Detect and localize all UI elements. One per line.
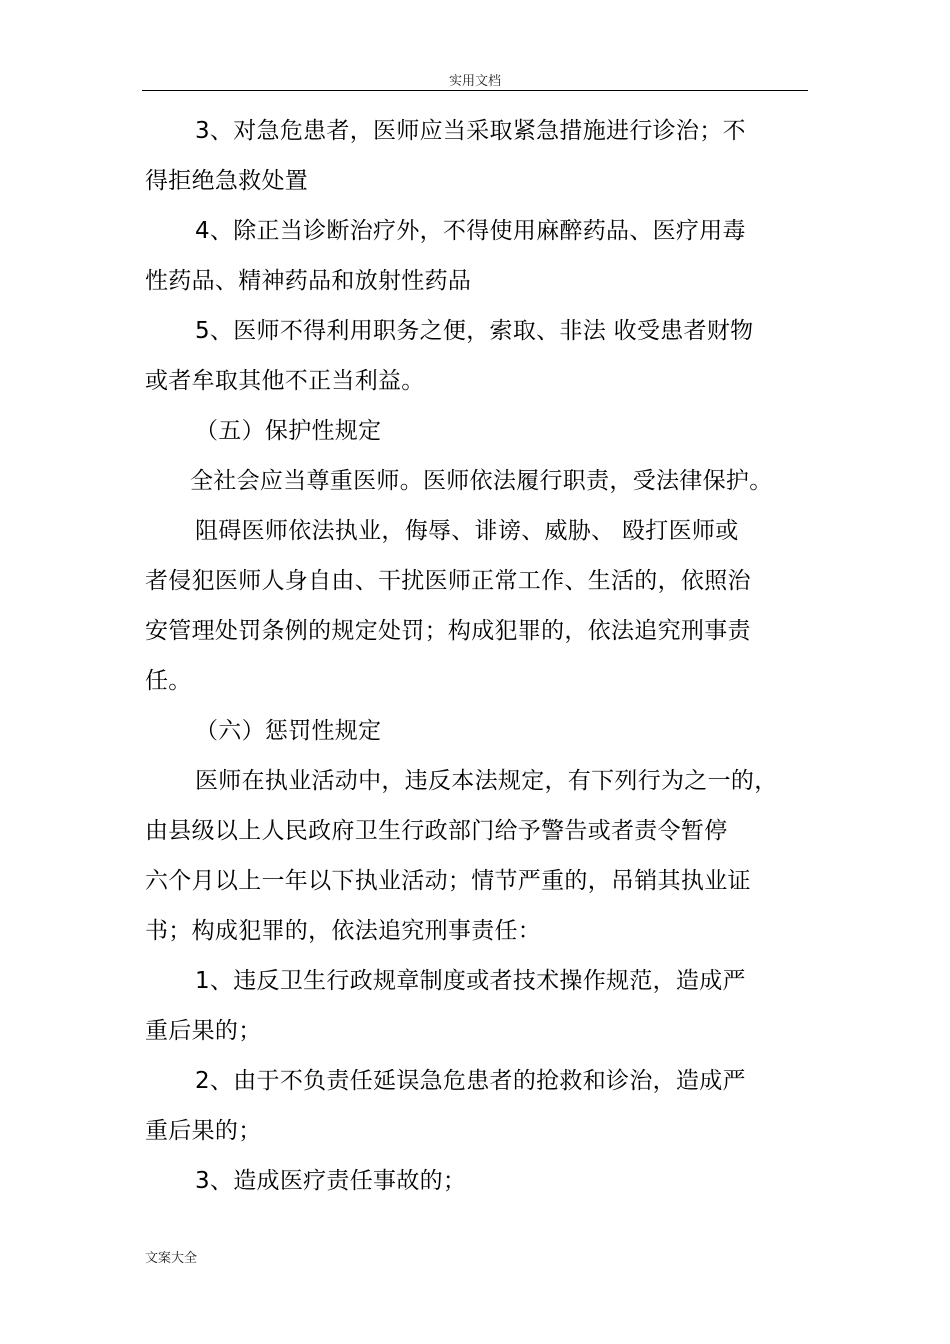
text-line: 5、医师不得利用职务之便，索取、非法 收受患者财物 bbox=[195, 318, 754, 344]
text-line: 全社会应当尊重医师。医师依法履行职责，受法律保护。 bbox=[190, 468, 773, 494]
section-heading: （五）保护性规定 bbox=[195, 418, 382, 444]
text-line: 者侵犯医师人身自由、干扰医师正常工作、生活的，依照治 bbox=[145, 568, 751, 594]
section-heading: （六）惩罚性规定 bbox=[195, 718, 382, 744]
text-line: 2、由于不负责任延误急危患者的抢救和诊治，造成严 bbox=[195, 1068, 746, 1094]
text-line: 六个月以上一年以下执业活动；情节严重的，吊销其执业证 bbox=[145, 868, 751, 894]
text-line: 重后果的； bbox=[145, 1018, 262, 1044]
text-line: 3、造成医疗责任事故的； bbox=[195, 1168, 467, 1194]
text-line: 3、对急危患者，医师应当采取紧急措施进行诊治；不 bbox=[195, 118, 746, 144]
text-line: 性药品、精神药品和放射性药品 bbox=[145, 268, 472, 294]
text-line: 1、违反卫生行政规章制度或者技术操作规范，造成严 bbox=[195, 968, 746, 994]
text-line: 由县级以上人民政府卫生行政部门给予警告或者责令暂停 bbox=[145, 818, 728, 844]
text-line: 任。 bbox=[145, 668, 192, 694]
text-line: 4、除正当诊断治疗外，不得使用麻醉药品、医疗用毒 bbox=[195, 218, 746, 244]
text-line: 得拒绝急救处置 bbox=[145, 168, 309, 194]
page-footer: 文案大全 bbox=[145, 1251, 198, 1266]
text-line: 阻碍医师依法执业，侮辱、诽谤、威胁、 殴打医师或 bbox=[195, 518, 739, 544]
text-line: 安管理处罚条例的规定处罚；构成犯罪的，依法追究刑事责 bbox=[145, 618, 751, 644]
page-header: 实用文档 bbox=[448, 74, 501, 89]
header-rule bbox=[142, 90, 808, 91]
text-line: 医师在执业活动中，违反本法规定，有下列行为之一的， bbox=[195, 768, 778, 794]
document-body bbox=[145, 106, 815, 1206]
text-line: 书；构成犯罪的，依法追究刑事责任： bbox=[145, 918, 542, 944]
text-line: 重后果的； bbox=[145, 1118, 262, 1144]
text-line: 或者牟取其他不正当利益。 bbox=[145, 368, 425, 394]
